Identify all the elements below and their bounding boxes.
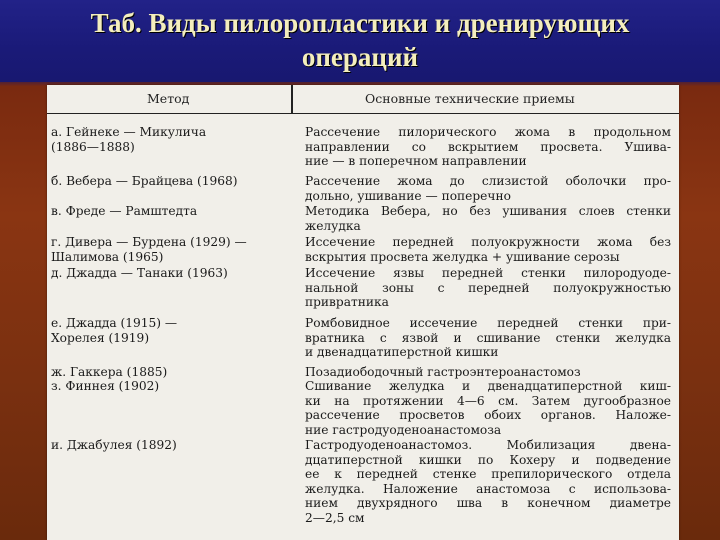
technique-line: нальной зоны с передней полуокружностью <box>305 280 671 295</box>
method-cell <box>51 438 286 453</box>
slide-title-line-2: операций <box>301 42 419 72</box>
technique-line: рассечение просветов обоих органов. Наложе- <box>305 408 671 423</box>
method-cell <box>51 316 286 345</box>
method-line: е. Джадда (1915) — <box>51 316 178 330</box>
technique-cell <box>305 438 671 526</box>
technique-line: Иссечение язвы передней стенки пилородуоде- <box>305 266 671 280</box>
header-method: Метод <box>147 91 190 106</box>
method-line: д. Джадда — Танаки (1963) <box>51 266 228 280</box>
slide-title-line-1: Таб. Виды пилоропластики и дренирующих <box>90 8 630 38</box>
method-line: (1886—1888) <box>51 139 135 154</box>
technique-line: ее к передней стенке препилорического отдела <box>305 467 671 482</box>
technique-line: ние — в поперечном направлении <box>305 154 527 169</box>
technique-line: Гастродуоденоанастомоз. Мобилизация двена- <box>305 438 671 452</box>
slide-title <box>0 6 720 74</box>
method-line: ж. Гаккера (1885) <box>51 365 168 379</box>
method-cell <box>51 379 286 394</box>
method-line: Шалимова (1965) <box>51 249 164 264</box>
technique-line: привратника <box>305 295 389 310</box>
technique-line: вратника с язвой и сшивание стенки желудка <box>305 330 671 345</box>
technique-cell <box>305 125 671 169</box>
technique-line: Ромбовидное иссечение передней стенки при- <box>305 316 671 330</box>
technique-line: Сшивание желудка и двенадцатиперстной киш- <box>305 379 671 393</box>
method-line: Хорелея (1919) <box>51 330 150 345</box>
technique-cell <box>305 204 671 233</box>
header-divider <box>291 85 293 113</box>
technique-line: дцатиперстной кишки по Кохеру и подведение <box>305 452 671 467</box>
table-header <box>47 85 679 114</box>
method-cell <box>51 125 286 154</box>
technique-cell <box>305 174 671 203</box>
technique-line: и двенадцатиперстной кишки <box>305 345 499 360</box>
technique-line: Рассечение пилорического жома в продольном <box>305 125 671 139</box>
method-cell <box>51 235 286 264</box>
method-line: б. Вебера — Брайцева (1968) <box>51 174 238 188</box>
technique-line: нием двухрядного шва в конечном диаметре <box>305 496 671 511</box>
method-cell <box>51 204 286 219</box>
technique-line: ние гастродуоденоанастомоза <box>305 422 502 437</box>
technique-line: желудка. Наложение анастомоза с использова- <box>305 481 671 496</box>
method-cell <box>51 365 286 380</box>
technique-line: Иссечение передней полуокружности жома без <box>305 235 671 249</box>
header-technique: Основные технические приемы <box>365 91 575 106</box>
table-sheet <box>47 85 679 540</box>
technique-cell <box>305 365 671 380</box>
method-cell <box>51 266 286 281</box>
method-line: в. Фреде — Рамштедта <box>51 204 198 218</box>
method-line: г. Дивера — Бурдена (1929) — <box>51 235 247 249</box>
technique-cell <box>305 316 671 360</box>
technique-cell <box>305 235 671 264</box>
technique-cell <box>305 266 671 310</box>
technique-line: Позадиободочный гастроэнтероанастомоз <box>305 365 581 379</box>
technique-line: дольно, ушивание — поперечно <box>305 188 511 203</box>
technique-line: желудка <box>305 218 361 233</box>
technique-line: вскрытия просвета желудка + ушивание серозы <box>305 249 620 264</box>
method-line: а. Гейнеке — Микулича <box>51 125 207 139</box>
method-cell <box>51 174 286 189</box>
technique-line: направлении со вскрытием просвета. Ушива- <box>305 139 671 154</box>
method-line: и. Джабулея (1892) <box>51 438 177 452</box>
technique-line: Рассечение жома до слизистой оболочки про- <box>305 174 671 188</box>
technique-line: ки на протяжении 4—6 см. Затем дугообразное <box>305 393 671 408</box>
technique-line: Методика Вебера, но без ушивания слоев стенки <box>305 204 671 218</box>
method-line: з. Финнея (1902) <box>51 379 160 393</box>
technique-line: 2—2,5 см <box>305 510 365 525</box>
technique-cell <box>305 379 671 437</box>
